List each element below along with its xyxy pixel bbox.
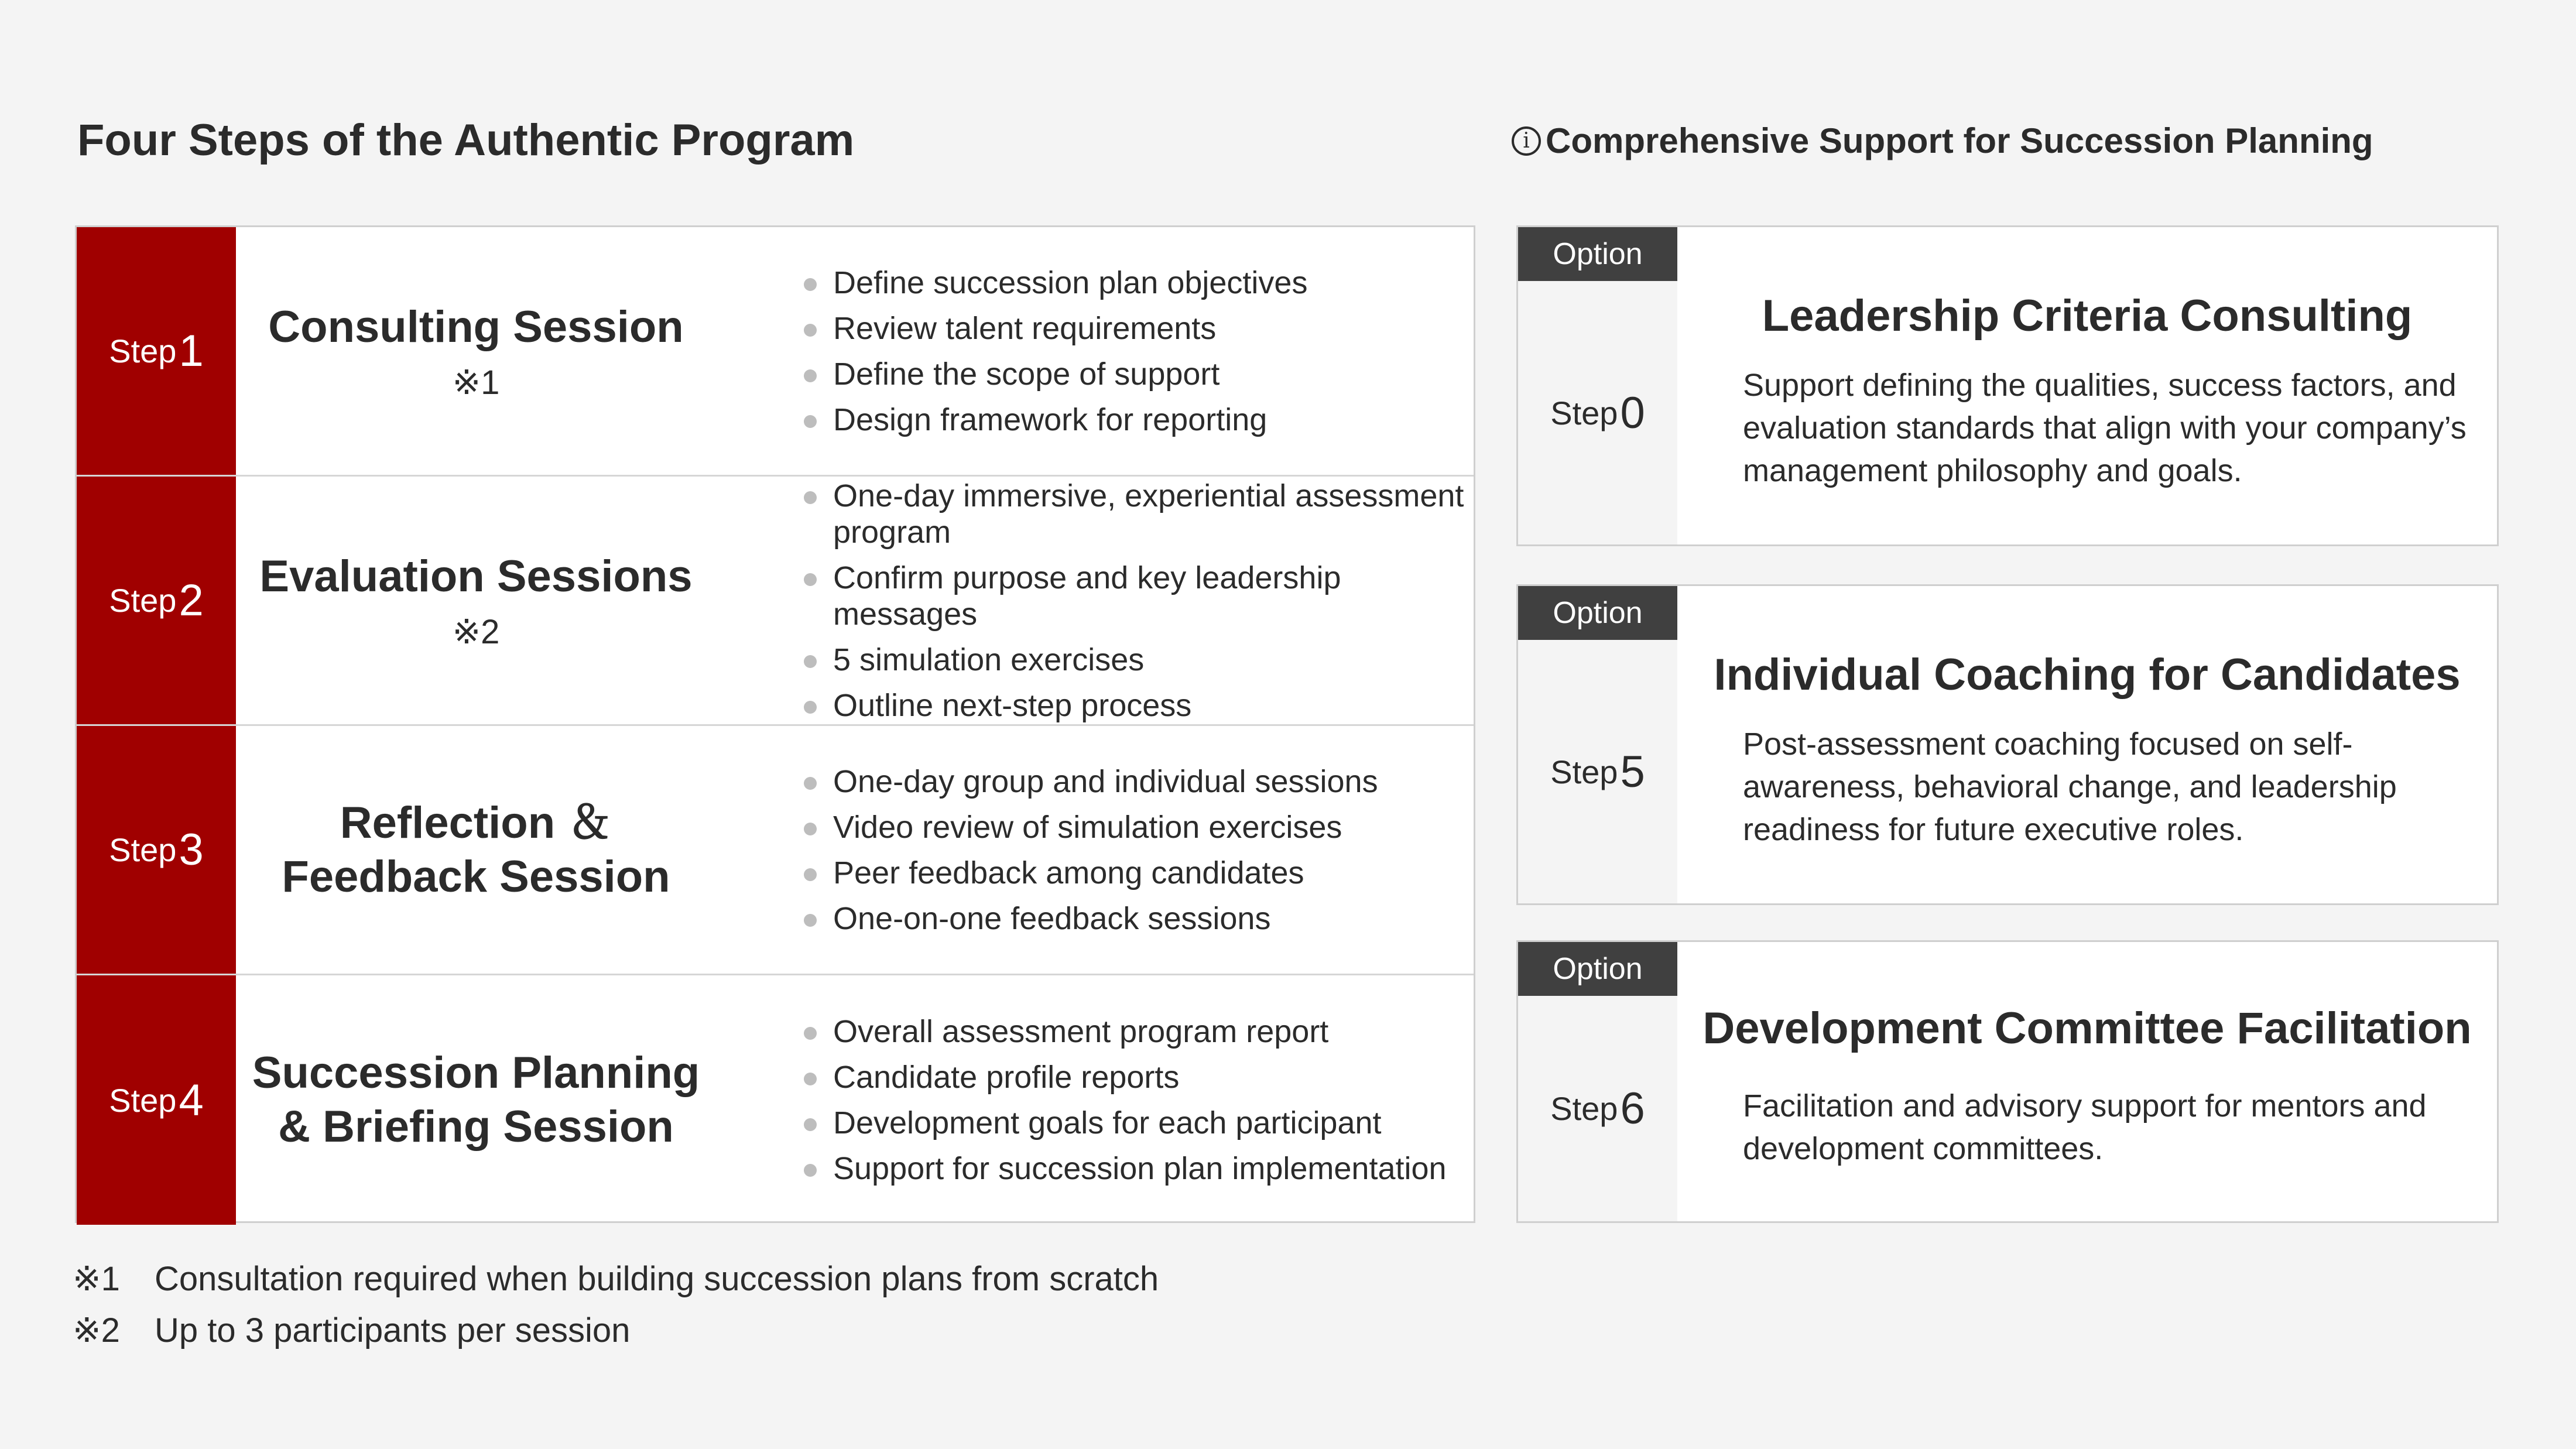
steps-table <box>75 225 1475 1223</box>
step-name: Reflection ＆ Feedback Session <box>282 797 670 902</box>
option-description: Facilitation and advisory support for mentors and development committees. <box>1743 1088 2427 1166</box>
step-label <box>77 975 236 1225</box>
step-label <box>77 227 236 475</box>
step-word: Step <box>109 333 177 369</box>
step-number: 0 <box>1620 388 1645 438</box>
step-label <box>77 726 236 974</box>
option-card-body <box>1677 586 2497 903</box>
option-step-label <box>1518 640 1677 903</box>
step-word: Step <box>1550 1090 1618 1127</box>
option-description: Post-assessment coaching focused on self- awareness, behavioral change, and leadership readiness for future executive roles. <box>1743 727 2397 847</box>
option-badge: Option <box>1518 586 1677 640</box>
step-row <box>77 227 1474 477</box>
option-card-body <box>1677 942 2497 1221</box>
bullet-item: One-day group and individual sessions <box>803 763 1464 800</box>
step-bullets <box>803 477 1464 724</box>
option-title: Development Committee Facilitation <box>1703 1003 2472 1053</box>
step-word: Step <box>1550 753 1618 790</box>
step-name: Evaluation Sessions <box>259 551 693 601</box>
footnotes <box>73 1253 1159 1356</box>
footnote-text: Consultation required when building succession plans from scratch <box>155 1259 1159 1298</box>
option-card-body <box>1677 227 2497 544</box>
step-label <box>77 477 236 724</box>
step-row <box>77 975 1474 1225</box>
option-card <box>1516 225 2499 546</box>
bullet-item: Review talent requirements <box>803 310 1464 347</box>
option-card <box>1516 940 2499 1223</box>
option-card <box>1516 584 2499 905</box>
step-number: 4 <box>179 1075 204 1125</box>
step-number: 2 <box>179 576 204 625</box>
bullet-item: Define the scope of support <box>803 356 1464 392</box>
step-number: 6 <box>1620 1084 1645 1133</box>
bullet-item: Define succession plan objectives <box>803 265 1464 301</box>
step-word: Step <box>1550 394 1618 431</box>
step-name-cell <box>236 975 716 1225</box>
option-badge: Option <box>1518 227 1677 281</box>
bullet-item: 5 simulation exercises <box>803 642 1464 678</box>
step-name: Consulting Session <box>268 302 684 352</box>
page-title: Four Steps of the Authentic Program <box>77 115 855 165</box>
bullet-item: Peer feedback among candidates <box>803 855 1464 891</box>
step-word: Step <box>109 582 177 619</box>
footnote-mark: ※2 <box>73 1311 120 1349</box>
footnote-text: Up to 3 participants per session <box>155 1311 631 1349</box>
step-row <box>77 477 1474 726</box>
option-title: Individual Coaching for Candidates <box>1714 650 2461 700</box>
bullet-item: Video review of simulation exercises <box>803 809 1464 845</box>
bullet-item: Support for succession plan implementation <box>803 1150 1464 1187</box>
step-word: Step <box>109 1081 177 1119</box>
step-bullets <box>803 227 1464 475</box>
step-number: 3 <box>179 825 204 875</box>
step-name-cell <box>236 726 716 974</box>
option-step-label <box>1518 281 1677 544</box>
step-number: 1 <box>179 326 204 376</box>
bullet-item: One-day immersive, experiential assessment program <box>803 478 1464 550</box>
bullet-item: Design framework for reporting <box>803 402 1464 438</box>
option-badge: Option <box>1518 942 1677 996</box>
bullet-item: Outline next-step process <box>803 687 1464 724</box>
step-note: ※2 <box>452 612 500 651</box>
section-title-support <box>1512 121 2373 161</box>
footnote <box>73 1304 1159 1356</box>
info-icon: i <box>1512 126 1541 156</box>
step-number: 5 <box>1620 746 1645 797</box>
step-name-cell <box>236 477 716 724</box>
step-name-cell <box>236 227 716 475</box>
step-bullets <box>803 975 1464 1225</box>
option-title: Leadership Criteria Consulting <box>1762 291 2413 341</box>
step-word: Step <box>109 831 177 868</box>
bullet-item: Overall assessment program report <box>803 1013 1464 1050</box>
bullet-item: Candidate profile reports <box>803 1059 1464 1095</box>
footnote <box>73 1253 1159 1304</box>
bullet-item: One-on-one feedback sessions <box>803 900 1464 937</box>
step-bullets <box>803 726 1464 974</box>
step-row <box>77 726 1474 975</box>
step-name: Succession Planning & Briefing Session <box>252 1048 700 1152</box>
step-note: ※1 <box>452 363 500 402</box>
bullet-item: Confirm purpose and key leadership messages <box>803 560 1464 632</box>
option-step-label <box>1518 996 1677 1221</box>
option-description: Support defining the qualities, success factors, and evaluation standards that align with your company’s management philosophy and goals. <box>1743 368 2467 488</box>
footnote-mark: ※1 <box>73 1260 120 1298</box>
section-title-support-text: Comprehensive Support for Succession Planning <box>1546 121 2373 160</box>
bullet-item: Development goals for each participant <box>803 1105 1464 1141</box>
